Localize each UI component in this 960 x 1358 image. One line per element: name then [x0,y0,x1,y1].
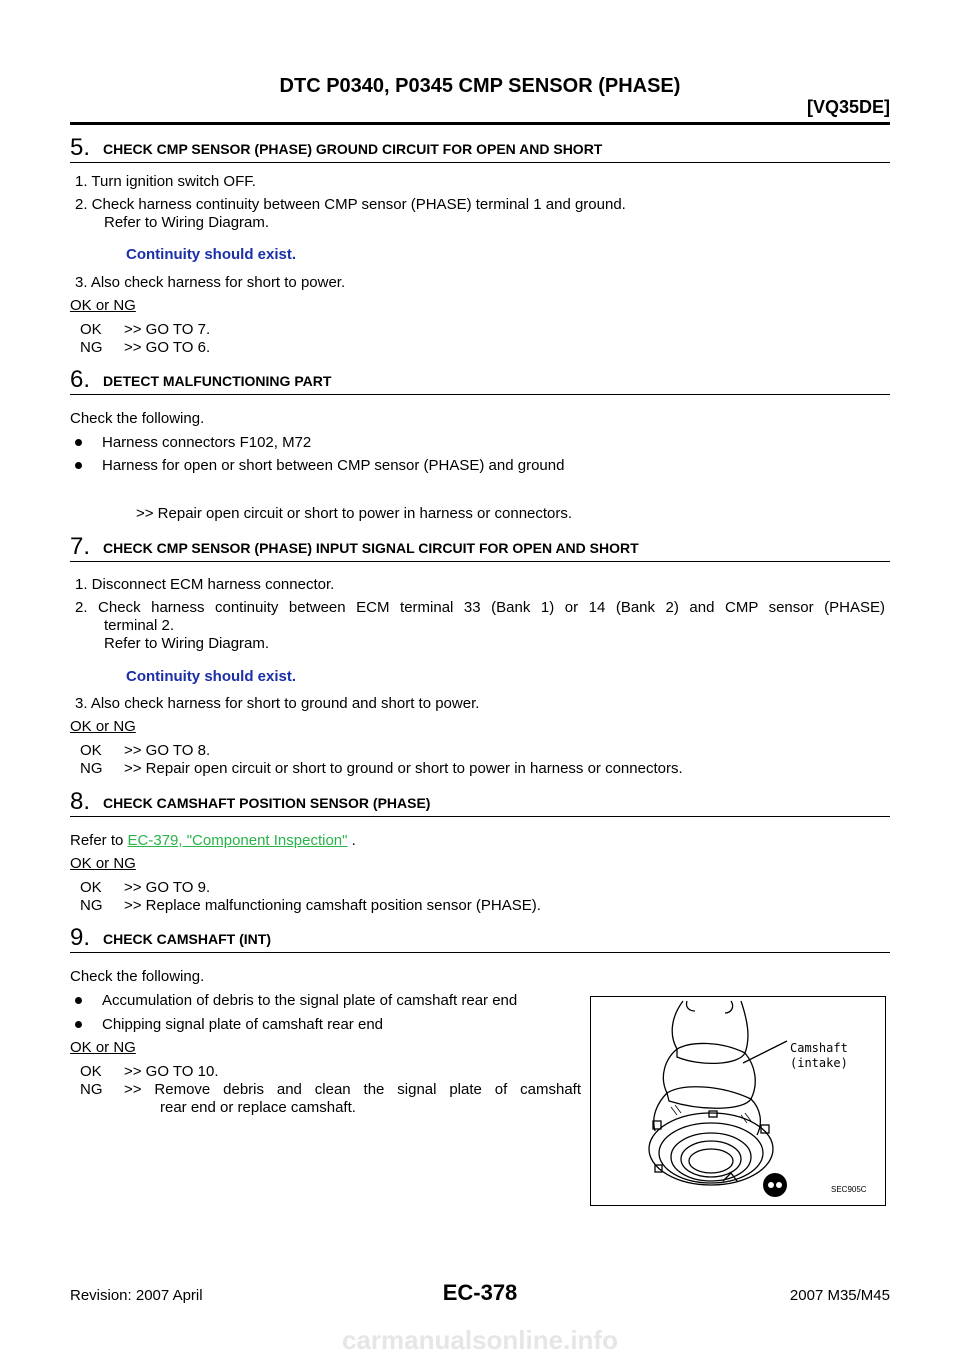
step-number: 7. [70,533,91,560]
instruction-line: 3. Also check harness for short to power. [75,274,346,291]
bullet-icon [75,997,82,1004]
bullet-icon [75,1021,82,1028]
ng-label: NG [80,760,103,777]
reference-icon [763,1173,787,1197]
ok-result: >> GO TO 7. [124,321,211,338]
engine-model: [VQ35DE] [806,97,890,117]
camshaft-figure [590,996,886,1206]
callout-line-2: (intake) [790,1056,848,1070]
ng-result: >> GO TO 6. [124,339,211,356]
refer-prefix: Refer to [70,832,128,849]
step-9-heading [70,926,890,953]
instruction-line: terminal 2. [104,617,175,634]
callout-line-1: Camshaft [790,1041,848,1055]
bullet-item [75,457,564,475]
component-inspection-link[interactable]: EC-379, "Component Inspection" [127,832,348,849]
instruction-line: 1. Turn ignition switch OFF. [75,173,256,190]
step-8-heading [70,790,890,817]
spec-text: Continuity should exist. [126,246,297,263]
instruction-line: 1. Disconnect ECM harness connector. [75,576,335,593]
camshaft-callout [790,1041,848,1071]
step-title: CHECK CMP SENSOR (PHASE) INPUT SIGNAL CIRCUIT FOR OPEN AND SHORT [103,540,639,556]
ok-label: OK [80,879,102,896]
bullet-item [75,434,311,452]
watermark: carmanualsonline.info [342,1325,618,1355]
instruction-line: 3. Also check harness for short to ground and short to power. [75,695,480,712]
step-7-heading [70,535,890,562]
bullet-item [75,1016,383,1034]
ng-label: NG [80,897,103,914]
instruction-line: 2. Check harness continuity between ECM terminal 33 (Bank 1) or 14 (Bank 2) and CMP sensor (PHASE) [75,599,885,616]
ok-or-ng-label: OK or NG [70,1039,136,1056]
page-number: EC-378 [442,1280,518,1305]
step-result: >> Repair open circuit or short to power in harness or connectors. [136,505,573,522]
bullet-text: Chipping signal plate of camshaft rear end [102,1016,384,1033]
revision-text: Revision: 2007 April [70,1287,203,1304]
step-title: CHECK CAMSHAFT POSITION SENSOR (PHASE) [103,795,431,811]
bullet-text: Harness connectors F102, M72 [102,434,312,451]
ok-or-ng-label: OK or NG [70,297,136,314]
ok-result: >> GO TO 10. [124,1063,219,1080]
page-title: DTC P0340, P0345 CMP SENSOR (PHASE) [279,75,681,97]
ok-or-ng-label: OK or NG [70,718,136,735]
step-number: 8. [70,788,91,815]
instruction-line: Check the following. [70,968,205,985]
ok-or-ng-label: OK or NG [70,855,136,872]
step-number: 6. [70,366,91,393]
instruction-line: Refer to Wiring Diagram. [104,214,270,231]
ok-result: >> GO TO 9. [124,879,211,896]
ok-label: OK [80,1063,102,1080]
ng-label: NG [80,1081,103,1098]
step-title: CHECK CMP SENSOR (PHASE) GROUND CIRCUIT FOR OPEN AND SHORT [103,141,603,157]
refer-line [70,832,356,850]
header-rule [70,122,890,125]
figure-code: SEC905C [831,1185,867,1194]
ng-result: >> Replace malfunctioning camshaft position sensor (PHASE). [124,897,541,914]
bullet-icon [75,462,82,469]
ok-label: OK [80,321,102,338]
ng-result-continued: rear end or replace camshaft. [160,1099,356,1116]
step-number: 5. [70,134,91,161]
ng-label: NG [80,339,103,356]
bullet-icon [75,439,82,446]
bullet-text: Accumulation of debris to the signal plate of camshaft rear end [102,992,518,1009]
bullet-text: Harness for open or short between CMP sensor (PHASE) and ground [102,457,565,474]
bullet-item [75,992,517,1010]
step-title: CHECK CAMSHAFT (INT) [103,931,271,947]
camshaft-illustration [591,997,885,1205]
refer-suffix: . [347,832,356,849]
ng-result: >> Remove debris and clean the signal plate of camshaft [124,1081,581,1098]
ok-result: >> GO TO 8. [124,742,211,759]
step-number: 9. [70,924,91,951]
step-6-heading [70,368,890,395]
instruction-line: 2. Check harness continuity between CMP sensor (PHASE) terminal 1 and ground. [75,196,626,213]
step-title: DETECT MALFUNCTIONING PART [103,373,332,389]
spec-text: Continuity should exist. [126,668,297,685]
ok-label: OK [80,742,102,759]
instruction-line: Refer to Wiring Diagram. [104,635,270,652]
ng-result: >> Repair open circuit or short to ground or short to power in harness or connectors. [124,760,683,777]
step-5-heading [70,136,890,163]
instruction-line: Check the following. [70,410,205,427]
vehicle-model: 2007 M35/M45 [789,1287,890,1304]
